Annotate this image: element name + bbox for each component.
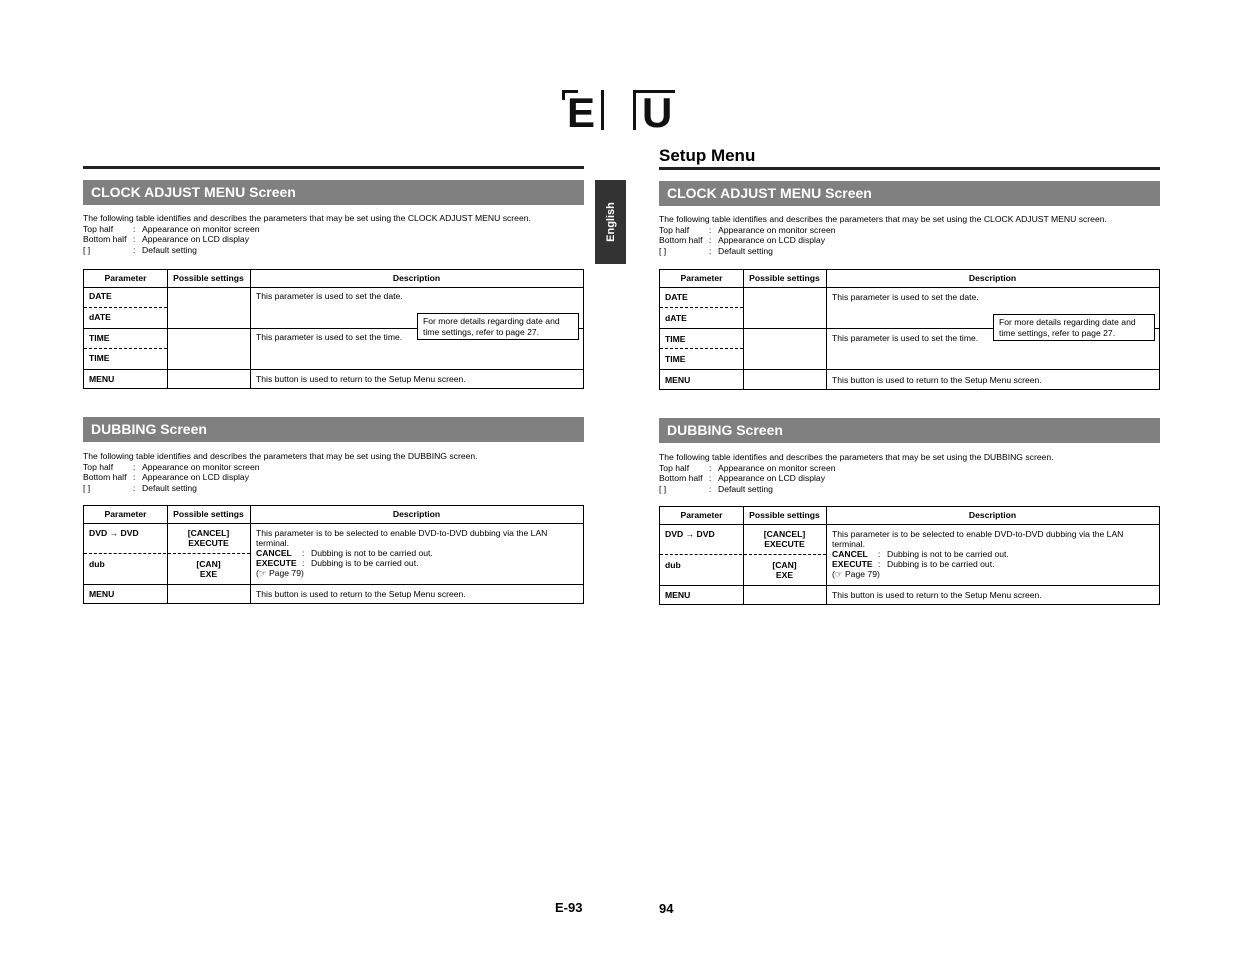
dubbing-intro (83, 451, 478, 493)
clock-note (417, 313, 579, 340)
desc-option-sep: : (878, 549, 881, 559)
setting-value: [CAN] (196, 559, 221, 569)
language-tab-label: English (604, 202, 617, 242)
legend-value: Appearance on LCD display (142, 234, 250, 244)
legend-row (659, 484, 1054, 495)
param-menu: MENU (89, 589, 115, 599)
param-menu: MENU (89, 374, 115, 384)
header-possible-settings: Possible settings (173, 509, 244, 519)
dubbing-section-header: DUBBING Screen (659, 418, 1160, 443)
desc-option-sep: : (302, 558, 305, 568)
language-tab (595, 180, 626, 264)
legend-row (659, 463, 1054, 474)
desc-menu: This button is used to return to the Setup Menu screen. (832, 375, 1042, 385)
clock-intro (659, 214, 1107, 256)
param-dub: dub (665, 560, 681, 570)
header-parameter: Parameter (104, 273, 147, 283)
setting-value: [CAN] (772, 560, 797, 570)
legend-value: Appearance on monitor screen (718, 224, 836, 235)
legend-key: Top half (83, 223, 114, 234)
header-possible-settings: Possible settings (749, 273, 820, 283)
header-description: Description (392, 509, 441, 519)
desc-option (832, 559, 1158, 569)
page-reference: (☞ Page 79) (256, 568, 304, 578)
param-time: TIME (665, 334, 686, 344)
legend-value: Appearance on monitor screen (142, 223, 260, 234)
legend-sep: : (133, 482, 136, 493)
param-dvd-to-dvd: DVD → DVD (89, 528, 139, 538)
clock-section-header: CLOCK ADJUST MENU Screen (659, 181, 1160, 206)
setting-value: EXE (775, 570, 794, 580)
param-dub: dub (89, 559, 105, 569)
dubbing-table (83, 505, 584, 604)
param-date-lcd: dATE (89, 312, 111, 322)
legend-key: Bottom half (83, 472, 127, 482)
desc-option (256, 548, 582, 558)
legend-value: Default setting (718, 483, 773, 494)
legend-value: Appearance on monitor screen (718, 462, 836, 473)
desc-text: This parameter is to be selected to enable DVD-to-DVD dubbing via the LAN terminal. (256, 528, 548, 548)
right-page-number: 94 (659, 901, 674, 916)
legend-value: Appearance on LCD display (142, 472, 250, 482)
legend-value: Appearance on monitor screen (142, 461, 260, 472)
legend-key: Top half (659, 224, 690, 235)
legend-sep: : (133, 223, 136, 234)
legend-row (659, 246, 1107, 257)
desc-option-key: CANCEL (256, 548, 292, 558)
legend-sep: : (133, 472, 136, 482)
left-page-number: E-93 (555, 900, 583, 915)
legend-sep: : (133, 234, 136, 244)
legend-row (659, 473, 1054, 484)
legend-row (659, 225, 1107, 236)
desc-option-value: Dubbing is not to be carried out. (311, 548, 433, 558)
desc-date: This parameter is used to set the date. (832, 292, 979, 302)
setting-cancel (743, 529, 826, 549)
legend-sep: : (133, 461, 136, 472)
setting-value: [CANCEL] (187, 528, 230, 538)
header-parameter: Parameter (680, 510, 723, 520)
legend-sep: : (709, 224, 712, 235)
setting-cancel (167, 528, 250, 548)
note-line: time settings, refer to page 27. (999, 327, 1116, 338)
legend-sep: : (133, 244, 136, 255)
legend-sep: : (709, 473, 712, 483)
setting-value: EXECUTE (188, 538, 229, 548)
right-top-rule (659, 167, 1160, 170)
legend-value: Default setting (142, 482, 197, 493)
dubbing-table (659, 506, 1160, 605)
desc-option-key: EXECUTE (256, 558, 297, 568)
param-date-lcd: dATE (665, 313, 687, 323)
clock-intro-text: The following table identifies and describes the parameters that may be set using the CLOCK ADJUST MENU screen. (659, 214, 1107, 224)
desc-option (256, 558, 582, 568)
logo-letter-u: U (642, 89, 673, 136)
param-dvd-to-dvd: DVD → DVD (665, 529, 715, 539)
desc-time: This parameter is used to set the time. (256, 332, 403, 342)
desc-date: This parameter is used to set the date. (256, 291, 403, 301)
clock-note (993, 314, 1155, 341)
logo-bar (601, 90, 604, 130)
desc-menu: This button is used to return to the Setup Menu screen. (832, 590, 1042, 600)
legend-row (83, 245, 531, 256)
legend-sep: : (709, 462, 712, 473)
header-description: Description (968, 510, 1017, 520)
header-parameter: Parameter (104, 509, 147, 519)
logo-letter-e: E (567, 89, 596, 136)
logo-bar (562, 90, 565, 100)
clock-section-header: CLOCK ADJUST MENU Screen (83, 180, 584, 205)
setting-value: [CANCEL] (763, 529, 806, 539)
header-possible-settings: Possible settings (173, 273, 244, 283)
setting-can (743, 560, 826, 580)
legend-key: [ ] (83, 244, 91, 255)
legend-value: Default setting (718, 245, 773, 256)
legend-key: [ ] (659, 245, 667, 256)
desc-text: This parameter is to be selected to enable DVD-to-DVD dubbing via the LAN terminal. (832, 529, 1124, 549)
param-date: DATE (665, 292, 688, 302)
legend-key: Top half (659, 462, 690, 473)
legend-row (83, 472, 478, 483)
setting-can (167, 559, 250, 579)
clock-intro (83, 213, 531, 255)
header-description: Description (968, 273, 1017, 283)
logo-bar (633, 90, 636, 130)
legend-value: Appearance on LCD display (718, 473, 826, 483)
dubbing-intro (659, 452, 1054, 494)
header-description: Description (392, 273, 441, 283)
setting-value: EXECUTE (764, 539, 805, 549)
legend-row (83, 483, 478, 494)
desc-option-value: Dubbing is to be carried out. (887, 559, 995, 569)
param-date: DATE (89, 291, 112, 301)
legend-key: [ ] (659, 483, 667, 494)
param-menu: MENU (665, 590, 691, 600)
param-menu: MENU (665, 375, 691, 385)
desc-dvd (256, 528, 582, 578)
param-time: TIME (89, 333, 110, 343)
desc-dvd (832, 529, 1158, 579)
clock-intro-text: The following table identifies and describes the parameters that may be set using the CLOCK ADJUST MENU screen. (83, 213, 531, 223)
legend-key: [ ] (83, 482, 91, 493)
legend-value: Default setting (142, 244, 197, 255)
param-time-lcd: TIME (665, 354, 686, 364)
desc-option-key: CANCEL (832, 549, 868, 559)
legend-row (659, 235, 1107, 246)
note-line: time settings, refer to page 27. (423, 326, 540, 337)
note-line: For more details regarding date and (999, 317, 1136, 327)
desc-option (832, 549, 1158, 559)
desc-option-sep: : (878, 559, 881, 569)
legend-key: Bottom half (83, 234, 127, 244)
dubbing-intro-text: The following table identifies and describes the parameters that may be set using the DUBBING screen. (83, 451, 478, 461)
param-time-lcd: TIME (89, 353, 110, 363)
legend-sep: : (709, 245, 712, 256)
header-possible-settings: Possible settings (749, 510, 820, 520)
legend-row (83, 234, 531, 245)
legend-row (83, 462, 478, 473)
desc-menu: This button is used to return to the Setup Menu screen. (256, 589, 466, 599)
desc-menu: This button is used to return to the Setup Menu screen. (256, 374, 466, 384)
legend-sep: : (709, 235, 712, 245)
desc-option-value: Dubbing is not to be carried out. (887, 549, 1009, 559)
setting-value: EXE (199, 569, 218, 579)
dubbing-intro-text: The following table identifies and describes the parameters that may be set using the DUBBING screen. (659, 452, 1054, 462)
note-line: For more details regarding date and (423, 316, 560, 326)
desc-option-sep: : (302, 548, 305, 558)
legend-key: Bottom half (659, 235, 703, 245)
left-top-rule (83, 166, 584, 169)
legend-key: Top half (83, 461, 114, 472)
header-parameter: Parameter (680, 273, 723, 283)
desc-time: This parameter is used to set the time. (832, 333, 979, 343)
desc-option-key: EXECUTE (832, 559, 873, 569)
legend-row (83, 224, 531, 235)
desc-option-value: Dubbing is to be carried out. (311, 558, 419, 568)
legend-value: Appearance on LCD display (718, 235, 826, 245)
page-title: Setup Menu (659, 146, 756, 165)
legend-sep: : (709, 483, 712, 494)
legend-key: Bottom half (659, 473, 703, 483)
page-reference: (☞ Page 79) (832, 569, 880, 579)
dubbing-section-header: DUBBING Screen (83, 417, 584, 442)
